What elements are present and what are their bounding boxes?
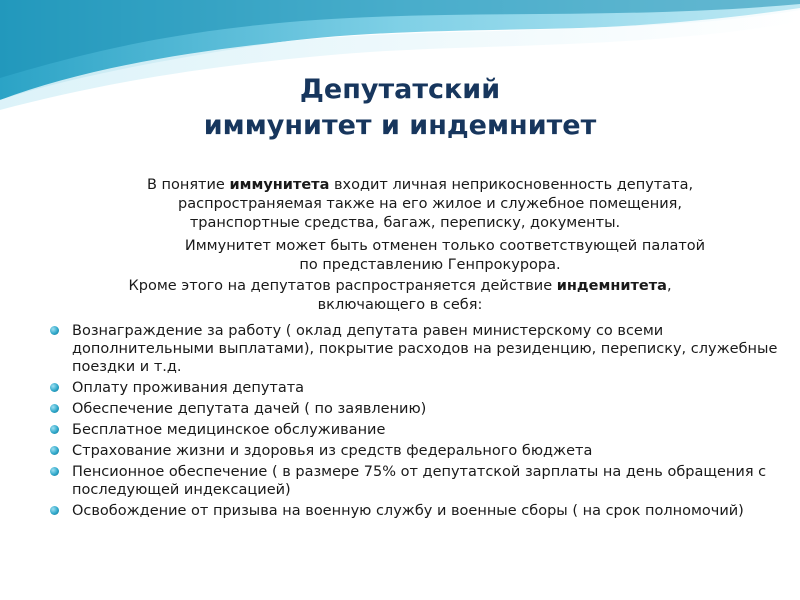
- list-item: [50, 502, 790, 520]
- bullet-text: Бесплатное медицинское обслуживание: [72, 422, 386, 438]
- bullet-text: Освобождение от призыва на военную службу и военные сборы ( на срок полномочий): [72, 503, 744, 519]
- indemnity-bullet-list: [50, 322, 790, 523]
- p3-pre: Кроме этого на депутатов распространяется действие: [128, 278, 557, 294]
- list-item: [50, 442, 790, 460]
- bullet-text: Вознаграждение за работу ( оклад депутата равен министерскому со всеми дополнительными выплатами), покрытие расходов на резиденцию, переписку, служебные поездки и т.д.: [72, 323, 778, 375]
- p1-line1: [0, 176, 800, 195]
- bullet-text: Обеспечение депутата дачей ( по заявлению): [72, 401, 427, 417]
- list-item: [50, 421, 790, 439]
- bullet-icon: [50, 326, 59, 335]
- bullet-text: Страхование жизни и здоровья из средств федерального бюджета: [72, 443, 593, 459]
- p3-line1: [0, 277, 800, 296]
- slide-title: [0, 72, 800, 144]
- p3-post: ,: [666, 278, 672, 294]
- p1-pre: В понятие: [146, 177, 230, 193]
- bullet-text: Пенсионное обеспечение ( в размере 75% от депутатской зарплаты на день обращения с последующей индексацией): [72, 464, 767, 498]
- bullet-icon: [50, 383, 59, 392]
- title-line-2: иммунитет и индемнитет: [203, 110, 597, 141]
- bullet-icon: [50, 404, 59, 413]
- list-item: [50, 400, 790, 418]
- title-line-1: Депутатский: [299, 74, 501, 105]
- bullet-icon: [50, 446, 59, 455]
- bullet-icon: [50, 425, 59, 434]
- list-item: [50, 322, 790, 376]
- p1-line3: транспортные средства, багаж, переписку, документы.: [189, 215, 621, 231]
- list-item: [50, 379, 790, 397]
- p1-bold-term: иммунитета: [229, 177, 330, 193]
- p3-line2: включающего в себя:: [317, 297, 483, 313]
- bullet-text: Оплату проживания депутата: [72, 380, 305, 396]
- p2-line2: по представлению Генпрокурора.: [299, 257, 561, 273]
- bullet-icon: [50, 467, 59, 476]
- p1-line2: распространяемая также на его жилое и служебное помещения,: [178, 196, 682, 212]
- p2-line1: Иммунитет может быть отменен только соответствующей палатой: [184, 238, 706, 254]
- body-paragraphs: [0, 176, 800, 315]
- p3-bold-term: индемнитета: [556, 278, 667, 294]
- p1-post: входит личная неприкосновенность депутата,: [329, 177, 694, 193]
- list-item: [50, 463, 790, 499]
- bullet-icon: [50, 506, 59, 515]
